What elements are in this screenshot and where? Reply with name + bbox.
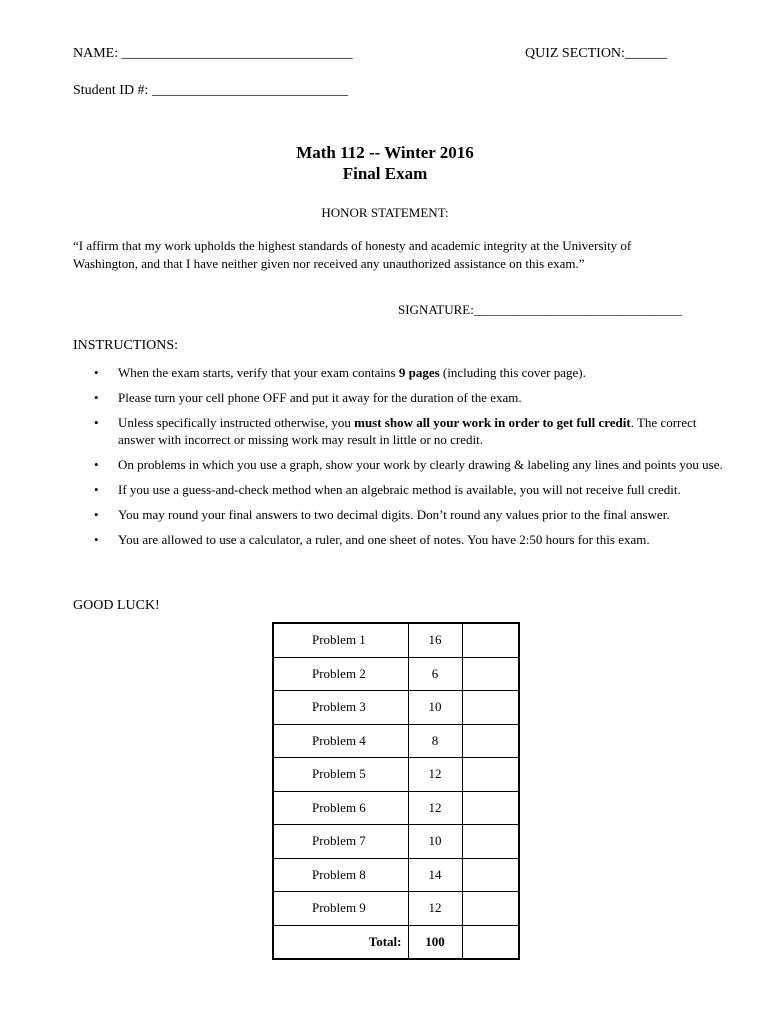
table-row: [273, 825, 519, 859]
instruction-text: You are allowed to use a calculator, a ruler, and one sheet of notes. You have 2:50 hours for this exam.: [118, 532, 650, 547]
quiz-section-label: QUIZ SECTION:______: [525, 46, 667, 61]
problem-name: Problem 2: [273, 657, 408, 691]
problem-points: 12: [408, 758, 462, 792]
score-cell[interactable]: [462, 691, 519, 725]
instruction-item: [73, 531, 723, 548]
problem-name: Problem 1: [273, 623, 408, 657]
problem-name: Problem 8: [273, 858, 408, 892]
total-score-cell[interactable]: [462, 925, 519, 959]
table-row: [273, 691, 519, 725]
problem-points: 14: [408, 858, 462, 892]
problem-points: 12: [408, 892, 462, 926]
table-row: [273, 892, 519, 926]
instruction-text: Please turn your cell phone OFF and put it away for the duration of the exam.: [118, 390, 522, 405]
problem-name: Problem 5: [273, 758, 408, 792]
problem-points: 16: [408, 623, 462, 657]
instruction-item: [73, 506, 723, 523]
problem-points: 8: [408, 724, 462, 758]
honor-heading: HONOR STATEMENT:: [321, 205, 449, 220]
problem-name: Problem 3: [273, 691, 408, 725]
total-label: Total:: [273, 925, 408, 959]
score-cell[interactable]: [462, 657, 519, 691]
instruction-item: [73, 364, 723, 381]
score-cell[interactable]: [462, 825, 519, 859]
table-row: [273, 657, 519, 691]
table-row: [273, 623, 519, 657]
exam-subtitle: Final Exam: [342, 164, 428, 183]
problem-points: 6: [408, 657, 462, 691]
instructions-heading: INSTRUCTIONS:: [73, 338, 179, 353]
instruction-text: You may round your final answers to two decimal digits. Don’t round any values prior to the final answer.: [118, 507, 670, 522]
name-field-label: NAME: _________________________________: [73, 46, 353, 61]
signature-label: SIGNATURE:________________________________: [398, 302, 682, 317]
score-cell[interactable]: [462, 892, 519, 926]
instruction-item: [73, 481, 723, 498]
instruction-emphasis: 9 pages: [398, 365, 440, 380]
problem-points: 12: [408, 791, 462, 825]
table-row: [273, 758, 519, 792]
instruction-text: Unless specifically instructed otherwise, you: [118, 415, 355, 430]
good-luck: GOOD LUCK!: [73, 598, 160, 613]
table-row: [273, 791, 519, 825]
total-points: 100: [408, 925, 462, 959]
instruction-item: [73, 389, 723, 406]
table-row: [273, 858, 519, 892]
instructions-list: [73, 364, 723, 556]
score-cell[interactable]: [462, 791, 519, 825]
instruction-emphasis: must show all your work in order to get full credit: [354, 415, 631, 430]
instruction-text: If you use a guess-and-check method when an algebraic method is available, you will not receive full credit.: [118, 482, 681, 497]
exam-title: Math 112 -- Winter 2016: [296, 143, 474, 162]
problem-name: Problem 9: [273, 892, 408, 926]
problem-name: Problem 6: [273, 791, 408, 825]
problem-name: Problem 4: [273, 724, 408, 758]
problem-points: 10: [408, 825, 462, 859]
instruction-text: On problems in which you use a graph, show your work by clearly drawing & labeling any lines and points you use.: [118, 457, 723, 472]
score-cell[interactable]: [462, 623, 519, 657]
score-table: [272, 622, 520, 960]
total-row: [273, 925, 519, 959]
table-row: [273, 724, 519, 758]
instruction-item: [73, 414, 723, 448]
score-cell[interactable]: [462, 724, 519, 758]
student-id-label: Student ID #: ____________________________: [73, 83, 348, 98]
instruction-text-cont: (including this cover page).: [439, 365, 586, 380]
problem-name: Problem 7: [273, 825, 408, 859]
problem-points: 10: [408, 691, 462, 725]
honor-statement: “I affirm that my work upholds the highest standards of honesty and academic integrity at the University of Washington, and that I have neither given nor received any unauthorized assistance on this exam.”: [73, 238, 632, 271]
score-cell[interactable]: [462, 858, 519, 892]
instruction-text-cont: . The correct answer with incorrect or missing work may result in little or no credit.: [118, 415, 697, 447]
score-cell[interactable]: [462, 758, 519, 792]
instruction-text: When the exam starts, verify that your exam contains: [118, 365, 399, 380]
instruction-item: [73, 456, 723, 473]
